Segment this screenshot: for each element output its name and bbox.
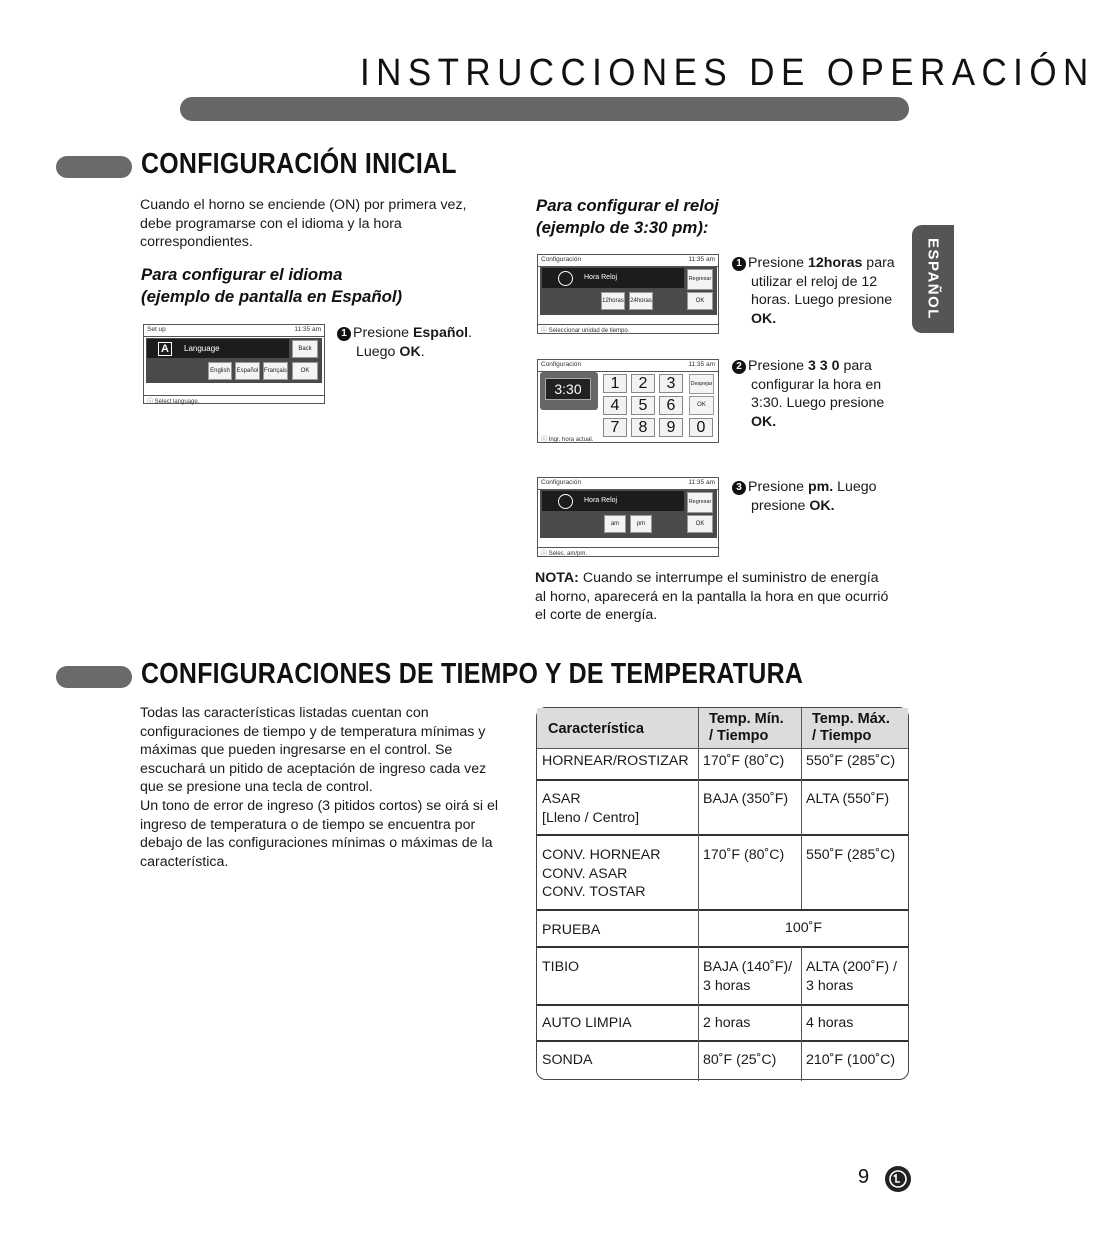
screen-clock: 11:35 am <box>294 326 321 333</box>
max-line: ALTA (200˚F) / <box>806 959 897 975</box>
feature-cell: TIBIO <box>542 959 580 975</box>
hint-text: Selec. am/pm. <box>548 551 588 557</box>
screen-clock: 11:35 am <box>688 361 715 368</box>
note-label: NOTA: <box>535 570 579 586</box>
key-6[interactable]: 6 <box>659 396 683 415</box>
screen-clock: 11:35 am <box>688 479 715 486</box>
step-text: para <box>839 358 872 374</box>
page-header-title: INSTRUCCIONES DE OPERACIÓN <box>360 52 1095 94</box>
screen-hint: ⓘ Selec. am/pm. <box>541 551 588 557</box>
option-english-button[interactable]: English <box>208 362 232 380</box>
feature-cell: AUTO LIMPIA <box>542 1015 632 1031</box>
clock-icon <box>558 271 573 286</box>
step-emphasis: pm. <box>807 479 834 495</box>
key-0[interactable]: 0 <box>689 418 713 437</box>
language-subheading <box>141 264 402 308</box>
min-cell <box>703 958 792 995</box>
clock-step2-instruction <box>732 357 912 431</box>
ok-button[interactable]: OK <box>687 515 713 533</box>
screen-divider <box>144 336 324 337</box>
feature-cell <box>542 790 639 827</box>
hint-text: Select language. <box>154 399 200 405</box>
step-text: 3:30. Luego presione <box>751 395 885 412</box>
clock-entry-screen <box>537 359 719 443</box>
table-rule <box>537 748 908 749</box>
step-emphasis: OK. <box>751 413 777 430</box>
step-text: Presione <box>748 358 808 374</box>
intro-line: debe programarse con el idioma y la hora <box>140 215 402 232</box>
step-emphasis: Español <box>412 325 469 341</box>
intro-line: Cuando el horno se enciende (ON) por primera vez, <box>140 197 467 213</box>
feature-line: CONV. HORNEAR <box>542 847 661 863</box>
option-12h-button[interactable]: 12horas <box>601 292 625 310</box>
key-4[interactable]: 4 <box>603 396 627 415</box>
max-cell: ALTA (550˚F) <box>806 791 890 807</box>
clock-step1-instruction <box>732 254 912 328</box>
table-rule <box>537 909 908 911</box>
table-column-rule <box>801 708 802 909</box>
header-bar <box>180 97 909 121</box>
header-line: / Tiempo <box>812 728 872 744</box>
min-cell: 170˚F (80˚C) <box>703 753 785 769</box>
feature-line: CONV. ASAR <box>542 865 628 882</box>
step-text: para <box>862 255 895 271</box>
max-cell: 550˚F (285˚C) <box>806 753 896 769</box>
key-7[interactable]: 7 <box>603 418 627 437</box>
feature-line: ASAR <box>542 791 581 807</box>
clear-button[interactable]: Despejar <box>689 374 714 394</box>
min-cell: BAJA (350˚F) <box>703 791 789 807</box>
body-line: debajo de las configuraciones mínimas o máximas de la <box>140 835 493 852</box>
ok-button[interactable]: OK <box>687 292 713 310</box>
intro-line: correspondientes. <box>140 234 253 251</box>
clock-ampm-screen <box>537 477 719 557</box>
step-number-badge: 3 <box>732 481 746 495</box>
step-text: Presione <box>748 255 808 271</box>
body-line: configuraciones de tiempo y de temperatura mínimas y <box>140 723 486 740</box>
step-emphasis: OK <box>399 343 421 360</box>
step-emphasis: 3 3 0 <box>807 358 840 374</box>
step-text: horas. Luego presione <box>751 292 893 309</box>
feature-cell: SONDA <box>542 1052 593 1068</box>
screen-hint: ⓘ Select language. <box>147 399 200 405</box>
screen-mode-label: Configuración <box>541 256 582 263</box>
table-rule <box>537 946 908 948</box>
header-max <box>812 711 890 745</box>
option-pm-button[interactable]: pm <box>630 515 652 533</box>
option-francais-button[interactable]: Français <box>263 362 288 380</box>
table-rule <box>537 1004 908 1006</box>
step-text: Luego <box>833 479 877 495</box>
screen-mode-label: Configuración <box>541 479 582 486</box>
back-button[interactable]: Back <box>292 340 318 358</box>
max-line: 3 horas <box>806 977 854 994</box>
min-line: BAJA (140˚F)/ <box>703 959 793 975</box>
option-am-button[interactable]: am <box>604 515 626 533</box>
max-cell: 550˚F (285˚C) <box>806 847 896 863</box>
feature-line: CONV. TOSTAR <box>542 884 646 901</box>
screen-topbar <box>144 325 324 336</box>
note-text: al horno, aparecerá en la pantalla la hora en que ocurrió <box>535 588 889 605</box>
screen-mode-label: Set up <box>147 326 166 333</box>
screen-mode-label: Configuración <box>541 361 582 368</box>
body-line: característica. <box>140 853 229 870</box>
step-text: presione <box>751 497 810 514</box>
table-column-rule <box>698 708 699 1081</box>
back-button[interactable]: Regresar <box>687 492 713 513</box>
subheading-line: Para configurar el reloj <box>536 196 719 215</box>
step-emphasis: 12horas <box>807 255 863 271</box>
intro-paragraph <box>140 196 510 252</box>
screen-topbar <box>538 478 718 489</box>
min-cell: 170˚F (80˚C) <box>703 847 785 863</box>
lg-logo-icon <box>885 1166 911 1192</box>
min-cell: 2 horas <box>703 1015 751 1031</box>
clock-step3-instruction <box>732 478 912 515</box>
step-emphasis: OK. <box>809 497 835 514</box>
body-line: escuchará un pitido de aceptación de ingreso cada vez <box>140 760 487 777</box>
clock-subheading <box>536 195 719 239</box>
key-2[interactable]: 2 <box>631 374 655 393</box>
header-line: Temp. Mín. <box>709 711 784 727</box>
key-3[interactable]: 3 <box>659 374 683 393</box>
step-number-badge: 1 <box>732 257 746 271</box>
table-rule <box>537 779 908 781</box>
header-line: / Tiempo <box>709 728 769 744</box>
screen-topbar <box>538 360 718 371</box>
time-display: 3:30 <box>545 378 591 400</box>
max-cell: 210˚F (100˚C) <box>806 1052 896 1068</box>
option-espanol-button[interactable]: Español <box>235 362 260 380</box>
section-pill <box>56 666 132 688</box>
max-cell <box>806 958 897 995</box>
language-setup-screen <box>143 324 325 404</box>
ok-button[interactable]: OK <box>689 396 714 415</box>
key-5[interactable]: 5 <box>631 396 655 415</box>
feature-cell <box>542 846 661 902</box>
side-tab-label: ESPAÑOL <box>924 238 942 320</box>
screen-title: Hora Reloj <box>584 274 618 281</box>
body-line: Todas las características listadas cuentan con <box>140 705 429 721</box>
hint-text: Ingr. hora actual. <box>548 437 594 443</box>
clock-format-screen <box>537 254 719 334</box>
header-feature: Característica <box>548 721 644 737</box>
clock-icon <box>558 494 573 509</box>
min-line: 3 horas <box>703 977 751 994</box>
body-line: máximas que pueden ingresarse en el control. Se <box>140 742 453 759</box>
step-text: Luego <box>356 343 400 360</box>
page-number: 9 <box>858 1166 870 1188</box>
header-line: Temp. Máx. <box>812 711 890 727</box>
feature-line: [Lleno / Centro] <box>542 809 640 826</box>
min-cell: 80˚F (25˚C) <box>703 1052 777 1068</box>
option-24h-button[interactable]: 24horas <box>629 292 653 310</box>
step-text: Presione <box>748 479 808 495</box>
max-cell: 4 horas <box>806 1015 854 1031</box>
body-line: que se presione una tecla de control. <box>140 779 373 796</box>
step-text: Presione <box>353 325 413 341</box>
step-number-badge: 1 <box>337 327 351 341</box>
header-min <box>709 711 784 745</box>
hint-text: Seleccionar unidad de tiempo. <box>548 328 630 334</box>
feature-settings-table <box>536 707 909 1080</box>
step-text: . <box>468 325 473 341</box>
section-title-initial-config: CONFIGURACIÓN INICIAL <box>141 148 457 180</box>
key-1[interactable]: 1 <box>603 374 627 393</box>
step-text: configurar la hora en <box>751 376 882 393</box>
step-number-badge: 2 <box>732 360 746 374</box>
step-emphasis: OK. <box>751 310 777 327</box>
screen-title: Hora Reloj <box>584 497 618 504</box>
screen-topbar <box>538 255 718 266</box>
feature-cell: HORNEAR/ROSTIZAR <box>542 753 689 769</box>
language-step-instruction <box>337 324 497 361</box>
screen-hint: ⓘ Ingr. hora actual. <box>541 437 594 443</box>
section-title-time-temp: CONFIGURACIONES DE TIEMPO Y DE TEMPERATURA <box>141 658 804 690</box>
language-side-tab <box>912 225 954 333</box>
table-rule <box>537 1040 908 1042</box>
subheading-line: (ejemplo de 3:30 pm): <box>536 218 709 237</box>
section-pill <box>56 156 132 178</box>
step-text: utilizar el reloj de 12 <box>751 273 878 290</box>
subheading-line: (ejemplo de pantalla en Español) <box>141 287 403 306</box>
note-text: el corte de energía. <box>535 607 658 624</box>
table-rule <box>537 834 908 836</box>
power-note <box>535 569 915 625</box>
body-line: Un tono de error de ingreso (3 pitidos cortos) se oirá si el <box>140 797 499 814</box>
ok-button[interactable]: OK <box>292 362 318 380</box>
subheading-line: Para configurar el idioma <box>141 265 343 284</box>
screen-clock: 11:35 am <box>688 256 715 263</box>
merged-cell: 100˚F <box>785 920 823 936</box>
back-button[interactable]: Regresar <box>687 269 713 290</box>
screen-hint: ⓘ Seleccionar unidad de tiempo. <box>541 328 630 334</box>
feature-cell: PRUEBA <box>542 922 601 938</box>
body-line: ingreso de temperatura o de tiempo se encuentra por <box>140 816 476 833</box>
note-text: Cuando se interrumpe el suministro de energía <box>578 570 879 586</box>
step-text: . <box>420 343 425 360</box>
key-8[interactable]: 8 <box>631 418 655 437</box>
key-9[interactable]: 9 <box>659 418 683 437</box>
screen-title: Language <box>184 344 220 353</box>
table-column-rule <box>801 946 802 1081</box>
language-icon: A <box>158 342 172 356</box>
time-temp-paragraph <box>140 704 520 871</box>
